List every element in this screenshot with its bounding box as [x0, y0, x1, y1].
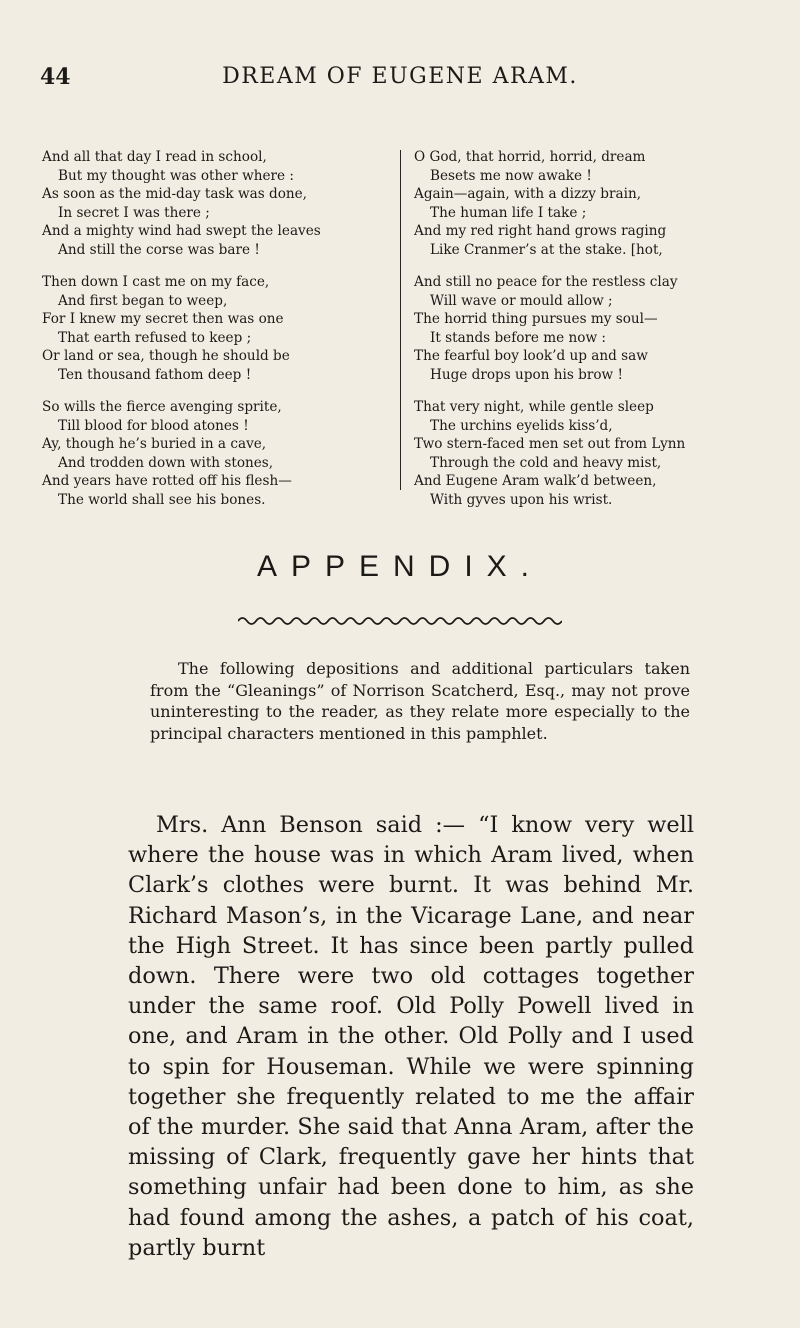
poem-line: Two stern-faced men set out from Lynn: [414, 436, 686, 452]
poem-line: O God, that horrid, horrid, dream: [414, 149, 646, 165]
poem-line: Ay, though he’s buried in a cave,: [42, 436, 267, 452]
wavy-rule-ornament: [238, 612, 562, 630]
poem-line: And all that day I read in school,: [42, 149, 267, 165]
appendix-heading: APPENDIX.: [256, 550, 544, 583]
poem-line: The urchins eyelids kiss’d,: [430, 417, 613, 434]
appendix-intro-paragraph: [150, 658, 690, 744]
stanza: [42, 273, 392, 384]
poem-line: Like Cranmer’s at the stake. [hot,: [430, 241, 663, 258]
poem-line: The horrid thing pursues my soul—: [414, 311, 658, 327]
intro-text: The following depositions and additional particulars taken from the “Gleanings” of Norrison Scatcherd, Esq., may not prove uninteresting to the reader, as they relate more especially to the principal characters mentioned in this pamphlet.: [150, 659, 690, 743]
page-header: [32, 62, 768, 102]
poem-line: And Eugene Aram walk’d between,: [414, 473, 657, 489]
poem-line: And years have rotted off his flesh—: [42, 473, 292, 489]
stanza: [42, 148, 392, 259]
poem-line: And still the corse was bare !: [58, 241, 260, 258]
poem-line: In secret I was there ;: [58, 204, 210, 221]
poem-right-column: [414, 148, 764, 523]
poem-line: As soon as the mid-day task was done,: [42, 186, 308, 202]
deposition-text: [128, 810, 694, 1263]
poem-line: The world shall see his bones.: [58, 491, 266, 508]
poem-line: That earth refused to keep ;: [58, 329, 252, 346]
poem-line: Will wave or mould allow ;: [430, 292, 613, 309]
poem-line: And trodden down with stones,: [58, 454, 274, 471]
poem-line: And my red right hand grows raging: [414, 223, 667, 239]
stanza: [414, 273, 764, 384]
poem-line: Or land or sea, though he should be: [42, 348, 290, 364]
poem-line: That very night, while gentle sleep: [414, 399, 654, 415]
poem-line: Till blood for blood atones !: [58, 417, 249, 434]
poem-line: Huge drops upon his brow !: [430, 366, 623, 383]
poem-line: The fearful boy look’d up and saw: [414, 348, 648, 364]
poem-line: With gyves upon his wrist.: [430, 491, 613, 508]
poem-line: And first began to weep,: [58, 292, 228, 309]
poem-line: So wills the fierce avenging sprite,: [42, 399, 282, 415]
poem-line: And a mighty wind had swept the leaves: [42, 223, 321, 239]
poem-line: For I knew my secret then was one: [42, 311, 284, 327]
page-number: 44: [40, 64, 71, 90]
poem-line: Ten thousand fathom deep !: [58, 366, 252, 383]
poem-line: Then down I cast me on my face,: [42, 274, 270, 290]
column-divider: [400, 150, 401, 490]
stanza: [414, 148, 764, 259]
poem-left-column: [42, 148, 392, 523]
poem-line: The human life I take ;: [430, 204, 587, 221]
body-paragraph: Mrs. Ann Benson said :— “I know very well where the house was in which Aram lived, when Clark’s clothes were burnt. It was behind Mr. Richard Mason’s, in the Vicarage Lane, and near the High Street. It has since been partly pulled down. There were two old cottages together under the same roof. Old Polly Powell lived in one, and Aram in the other. Old Polly and I used to spin for Houseman. While we were spinning together she frequently related to me the affair of the murder. She said that Anna Aram, after the missing of Clark, frequently gave her hints that something unfair had been done to him, as she had found among the ashes, a patch of his coat, partly burnt: [128, 812, 694, 1261]
poem-line: Through the cold and heavy mist,: [430, 454, 662, 471]
poem-line: But my thought was other where :: [58, 167, 294, 184]
stanza: [42, 398, 392, 509]
poem-line: And still no peace for the restless clay: [414, 274, 678, 290]
stanza: [414, 398, 764, 509]
poem-line: It stands before me now :: [430, 329, 607, 346]
poem-line: Again—again, with a dizzy brain,: [414, 186, 642, 202]
poem-line: Besets me now awake !: [430, 167, 592, 184]
running-title: DREAM OF EUGENE ARAM.: [222, 64, 578, 89]
